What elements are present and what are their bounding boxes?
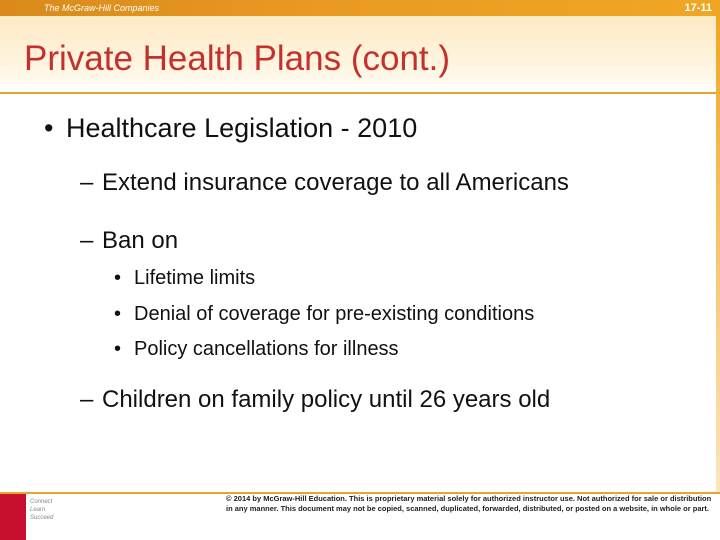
slide-title: Private Health Plans (cont.) xyxy=(24,39,451,78)
bullet-text: Lifetime limits xyxy=(134,267,256,289)
publisher-logo-icon xyxy=(0,494,26,540)
copyright-notice: © 2014 by McGraw-Hill Education. This is proprietary material solely for authorized instructor use. Not authorized for sale or distribution in any manner. This document may not be copied, scanned, duplicated, forwarded, distributed, or posted on a website, in whole or part. xyxy=(226,494,712,513)
bullet-level3 xyxy=(114,337,399,361)
header-bar xyxy=(0,0,720,16)
right-decorative-strip xyxy=(716,16,720,492)
bullet-level3 xyxy=(114,266,255,290)
bullet-text: Denial of coverage for pre-existing conditions xyxy=(134,303,535,325)
bullet-text: Healthcare Legislation - 2010 xyxy=(66,113,418,143)
bullet-level2 xyxy=(80,168,569,198)
bullet-text: Extend insurance coverage to all Americans xyxy=(102,169,569,196)
brand-logo-text: The McGraw-Hill Companies xyxy=(44,3,160,13)
dash-icon: – xyxy=(80,227,94,254)
bullet-level2 xyxy=(80,226,178,256)
title-divider xyxy=(0,92,716,94)
bullet-text: Children on family policy until 26 years old xyxy=(102,386,551,413)
bullet-dot-icon: • xyxy=(44,113,54,143)
bullet-level2 xyxy=(80,385,550,415)
bullet-dot-icon: • xyxy=(114,338,122,360)
dash-icon: – xyxy=(80,169,94,196)
logo-tagline: Connect Learn Succeed xyxy=(30,499,54,521)
bullet-level3 xyxy=(114,302,534,326)
bullet-text: Policy cancellations for illness xyxy=(134,338,399,360)
bullet-text: Ban on xyxy=(102,227,179,254)
dash-icon: – xyxy=(80,386,94,413)
slide-number: 17-11 xyxy=(684,2,712,14)
bullet-level1 xyxy=(44,112,417,144)
bullet-dot-icon: • xyxy=(114,267,122,289)
bullet-dot-icon: • xyxy=(114,303,122,325)
